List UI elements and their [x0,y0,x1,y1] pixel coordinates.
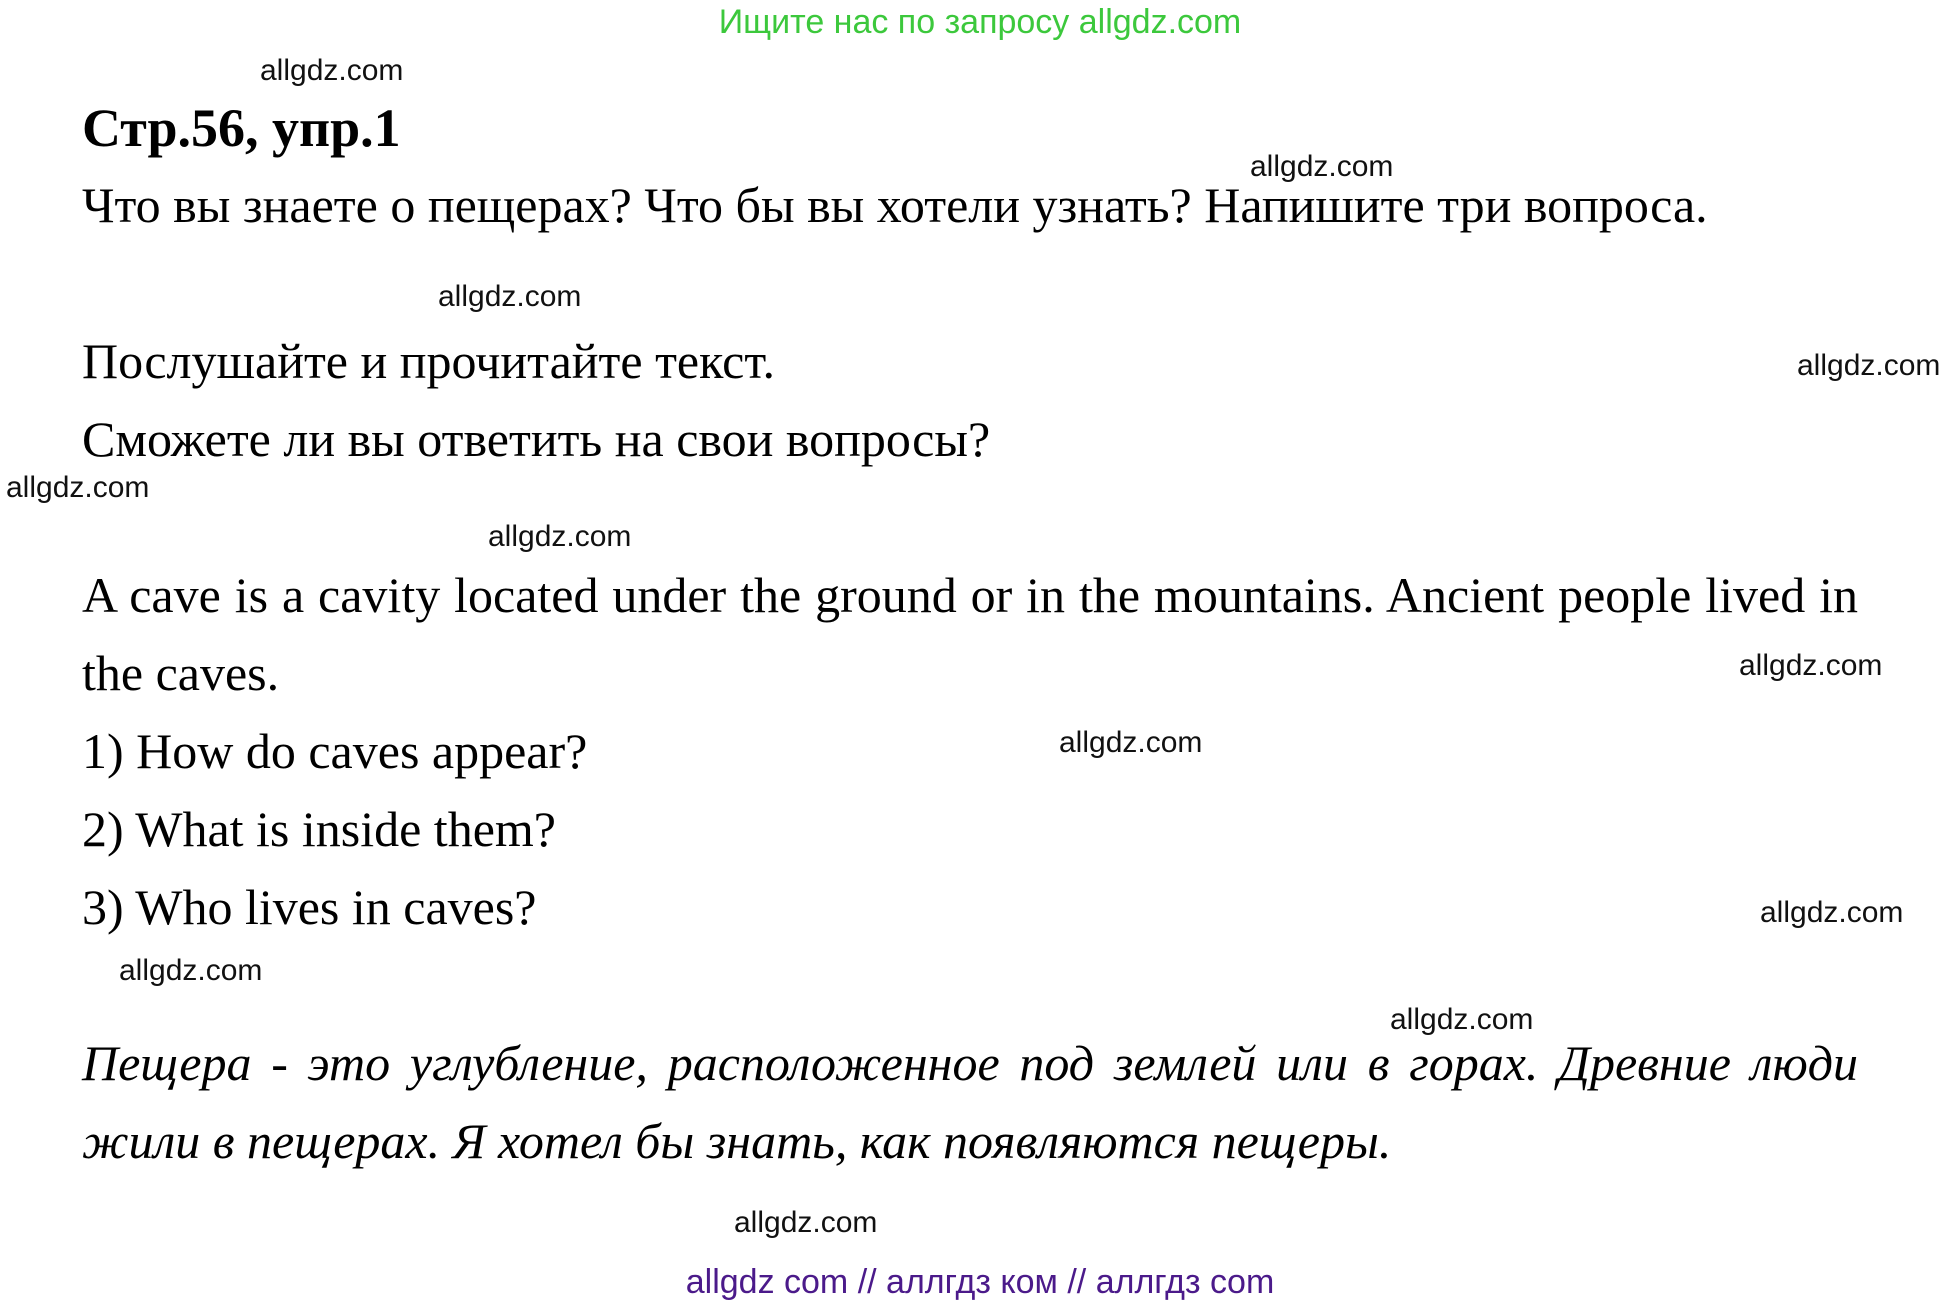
question-2: 2) What is inside them? [82,801,556,857]
watermark: allgdz.com [1390,1003,1534,1036]
watermark: allgdz.com [6,471,150,504]
page-title: Стр.56, упр.1 [82,98,401,158]
watermark: allgdz.com [119,954,263,987]
watermark: allgdz.com [1059,726,1203,759]
english-text: A cave is a cavity located under the ground or in the mountains. Ancient people lived in the caves. [82,567,1858,701]
task-paragraph: Что вы знаете о пещерах? Что бы вы хотели узнать? Напишите три вопроса. [82,177,1708,233]
top-banner: Ищите нас по запросу allgdz.com [718,3,1242,41]
task-line-answer: Сможете ли вы ответить на свои вопросы? [82,411,991,467]
watermark: allgdz.com [1760,896,1904,929]
task-line-listen: Послушайте и прочитайте текст. [82,333,775,389]
watermark: allgdz.com [1739,649,1883,682]
question-1: 1) How do caves appear? [82,723,588,779]
footer-links: allgdz com // аллгдз ком // аллгдз com [685,1263,1275,1301]
watermark: allgdz.com [734,1206,878,1239]
watermark: allgdz.com [260,54,404,87]
watermark: allgdz.com [1250,150,1394,183]
watermark: allgdz.com [438,280,582,313]
translation-answer: Пещера - это углубление, расположенное под землей или в горах. Древние люди жили в пещерах. Я хотел бы знать, как появляются пещеры. [82,1035,1858,1169]
watermark: allgdz.com [1797,349,1941,382]
watermark: allgdz.com [488,520,632,553]
question-3: 3) Who lives in caves? [82,879,537,935]
